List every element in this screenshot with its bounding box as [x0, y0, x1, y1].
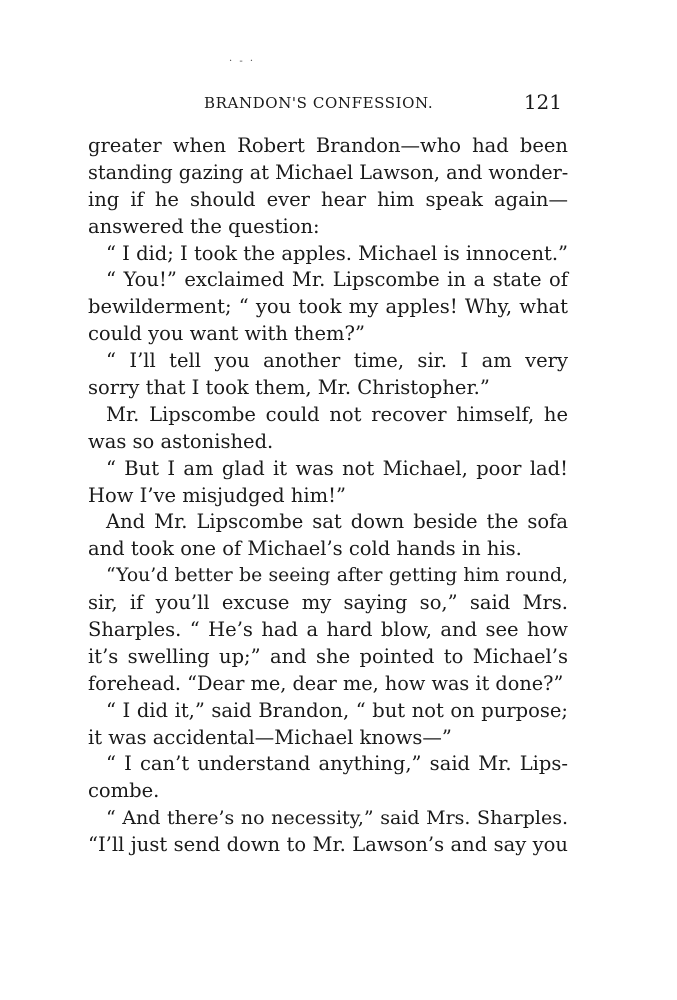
text-line: “ I’ll tell you another time, sir. I am very: [106, 349, 568, 373]
text-line: “ And there’s no necessity,” said Mrs. Sharples.: [106, 807, 568, 830]
text-line: And Mr. Lipscombe sat down beside the sofa: [106, 510, 568, 534]
text-line: Sharples. “ He’s had a hard blow, and see how: [88, 618, 568, 642]
running-head: [88, 90, 568, 116]
running-title: BRANDON'S CONFESSION.: [204, 94, 434, 112]
text-line: greater when Robert Brandon—who had been: [88, 134, 568, 157]
text-line: “ I did it,” said Brandon, “ but not on purpose;: [106, 698, 568, 722]
text-line: combe.: [88, 779, 160, 803]
text-line: “You’d better be seeing after getting him round,: [106, 565, 568, 587]
text-line: sir, if you’ll excuse my saying so,” said Mrs.: [88, 591, 568, 615]
text-line: How I’ve misjudged him!”: [88, 483, 346, 507]
text-line: it was accidental—Michael knows—”: [88, 725, 452, 749]
body-text: [88, 133, 568, 859]
text-line: Mr. Lipscombe could not recover himself, he: [106, 402, 568, 426]
text-line: standing gazing at Michael Lawson, and wonder-: [88, 160, 569, 184]
text-line: sorry that I took them, Mr. Christopher.”: [88, 376, 490, 400]
text-line: ing if he should ever hear him speak again—: [88, 187, 568, 211]
text-line: answered the question:: [88, 214, 320, 238]
text-line: “ You!” exclaimed Mr. Lipscombe in a state of: [106, 268, 568, 292]
text-line: “ I did; I took the apples. Michael is innocent.”: [106, 241, 569, 265]
text-line: bewilderment; “ you took my apples! Why, what: [88, 295, 568, 319]
page-number: 121: [523, 90, 562, 114]
text-line: could you want with them?”: [88, 322, 365, 346]
text-line: forehead. “Dear me, dear me, how was it done?”: [88, 671, 564, 695]
text-line: “ But I am glad it was not Michael, poor lad!: [106, 456, 568, 480]
text-line: was so astonished.: [88, 429, 274, 453]
text-line: “ I can’t understand anything,” said Mr. Lips-: [106, 752, 568, 776]
text-line: it’s swelling up;” and she pointed to Michael’s: [88, 644, 568, 668]
print-specks: · - ·: [229, 56, 256, 67]
text-line: and took one of Michael’s cold hands in his.: [88, 537, 522, 561]
text-line: “I’ll just send down to Mr. Lawson’s and say you: [88, 833, 568, 857]
